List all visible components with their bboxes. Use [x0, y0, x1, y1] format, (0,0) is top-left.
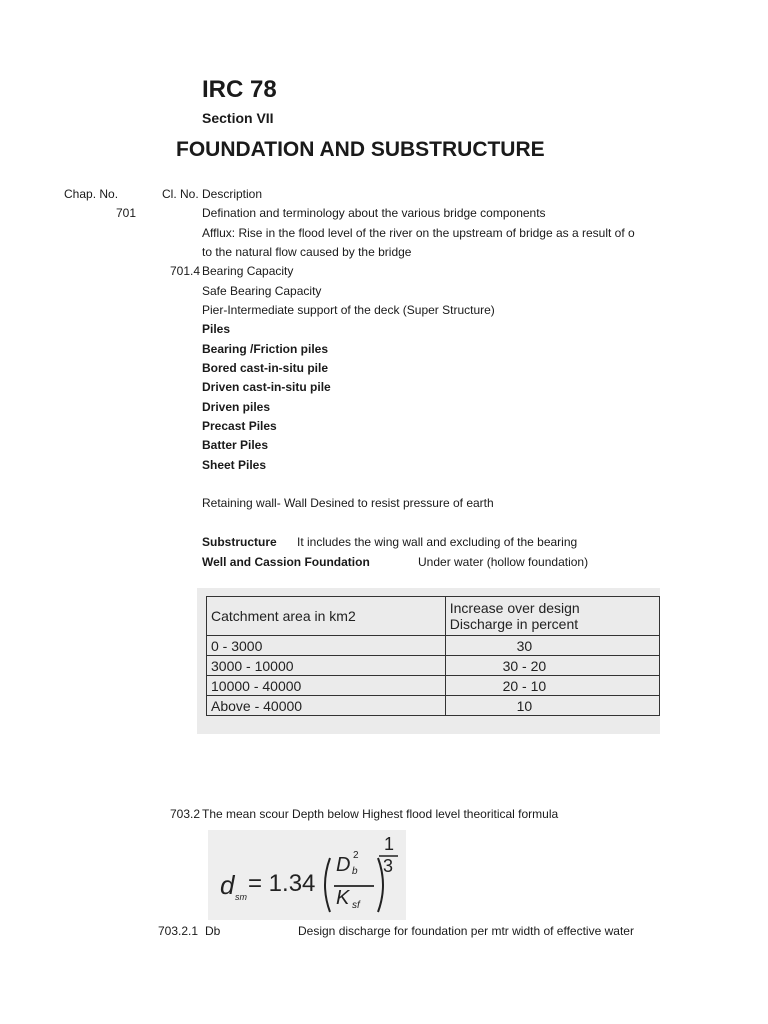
table-row: [207, 656, 660, 676]
table-header-area: Catchment area in km2: [207, 597, 446, 636]
col-cl-header: Cl. No.: [162, 187, 199, 201]
clause-70321-label: Db: [205, 924, 221, 938]
safe-bearing-line: Safe Bearing Capacity: [202, 284, 322, 298]
section-label: Section VII: [202, 110, 274, 126]
clause-701-number: 701: [116, 206, 137, 220]
table-cell-area: 10000 - 40000: [207, 676, 446, 696]
table-cell-percent: 30: [445, 636, 659, 656]
table-row: [207, 696, 660, 716]
clause-7032-text: The mean scour Depth below Highest flood level theoritical formula: [202, 807, 559, 821]
bored-pile-line: Bored cast-in-situ pile: [202, 361, 329, 375]
formula-exponent-denominator: 3: [383, 856, 394, 876]
table-cell-percent: 20 - 10: [445, 676, 659, 696]
col-chap-header: Chap. No.: [64, 187, 119, 201]
sheet-piles-line: Sheet Piles: [202, 458, 267, 472]
doc-title: IRC 78: [202, 76, 277, 103]
clause-7032-number: 703.2: [170, 807, 201, 821]
table-header-row: [207, 597, 660, 636]
clause-701-text: Defination and terminology about the various bridge components: [202, 206, 546, 220]
bearing-friction-line: Bearing /Friction piles: [202, 342, 329, 356]
table-header-increase-line1: Increase over design: [449, 600, 580, 616]
catchment-table-image: [197, 588, 660, 734]
clause-7014-number: 701.4: [170, 264, 201, 278]
table-cell-area: Above - 40000: [207, 696, 446, 716]
well-cassion-text: Under water (hollow foundation): [418, 555, 589, 569]
substructure-label: Substructure: [202, 535, 277, 549]
col-desc-header: Description: [202, 187, 263, 201]
table-header-increase-line2: Discharge in percent: [449, 616, 579, 632]
formula-lhs: d: [220, 870, 235, 900]
clause-7014-text: Bearing Capacity: [202, 264, 294, 278]
formula-denominator-subscript: sf: [352, 900, 360, 911]
retaining-wall-line: Retaining wall- Wall Desined to resist pressure of earth: [202, 496, 494, 510]
batter-piles-line: Batter Piles: [202, 438, 269, 452]
formula-numerator: D: [336, 854, 351, 876]
afflux-line-2: to the natural flow caused by the bridge: [202, 245, 412, 259]
formula-numerator-subscript: b: [352, 866, 358, 877]
substructure-text: It includes the wing wall and excluding of the bearing: [297, 535, 578, 549]
formula-numerator-superscript: 2: [353, 850, 359, 861]
piles-heading: Piles: [202, 322, 231, 336]
formula-denominator: K: [336, 887, 350, 909]
table-header-increase: [445, 597, 659, 636]
scour-depth-formula-image: [208, 830, 406, 920]
afflux-line-1: Afflux: Rise in the flood level of the river on the upstream of bridge as a result of o: [202, 226, 635, 240]
table-cell-area: 3000 - 10000: [207, 656, 446, 676]
clause-70321-text: Design discharge for foundation per mtr width of effective water: [298, 924, 634, 938]
formula-lhs-subscript: sm: [235, 892, 247, 902]
main-heading: FOUNDATION AND SUBSTRUCTURE: [176, 138, 545, 161]
driven-piles-line: Driven piles: [202, 400, 271, 414]
table-cell-percent: 30 - 20: [445, 656, 659, 676]
catchment-table: [206, 596, 660, 716]
table-row: [207, 636, 660, 656]
pier-line: Pier-Intermediate support of the deck (Super Structure): [202, 303, 495, 317]
clause-70321-number: 703.2.1: [158, 924, 199, 938]
precast-piles-line: Precast Piles: [202, 419, 277, 433]
table-cell-area: 0 - 3000: [207, 636, 446, 656]
table-cell-percent: 10: [445, 696, 659, 716]
formula-coefficient: = 1.34: [248, 870, 316, 897]
driven-cast-line: Driven cast-in-situ pile: [202, 380, 331, 394]
table-row: [207, 676, 660, 696]
formula-exponent-numerator: 1: [384, 834, 395, 854]
well-cassion-label: Well and Cassion Foundation: [202, 555, 370, 569]
